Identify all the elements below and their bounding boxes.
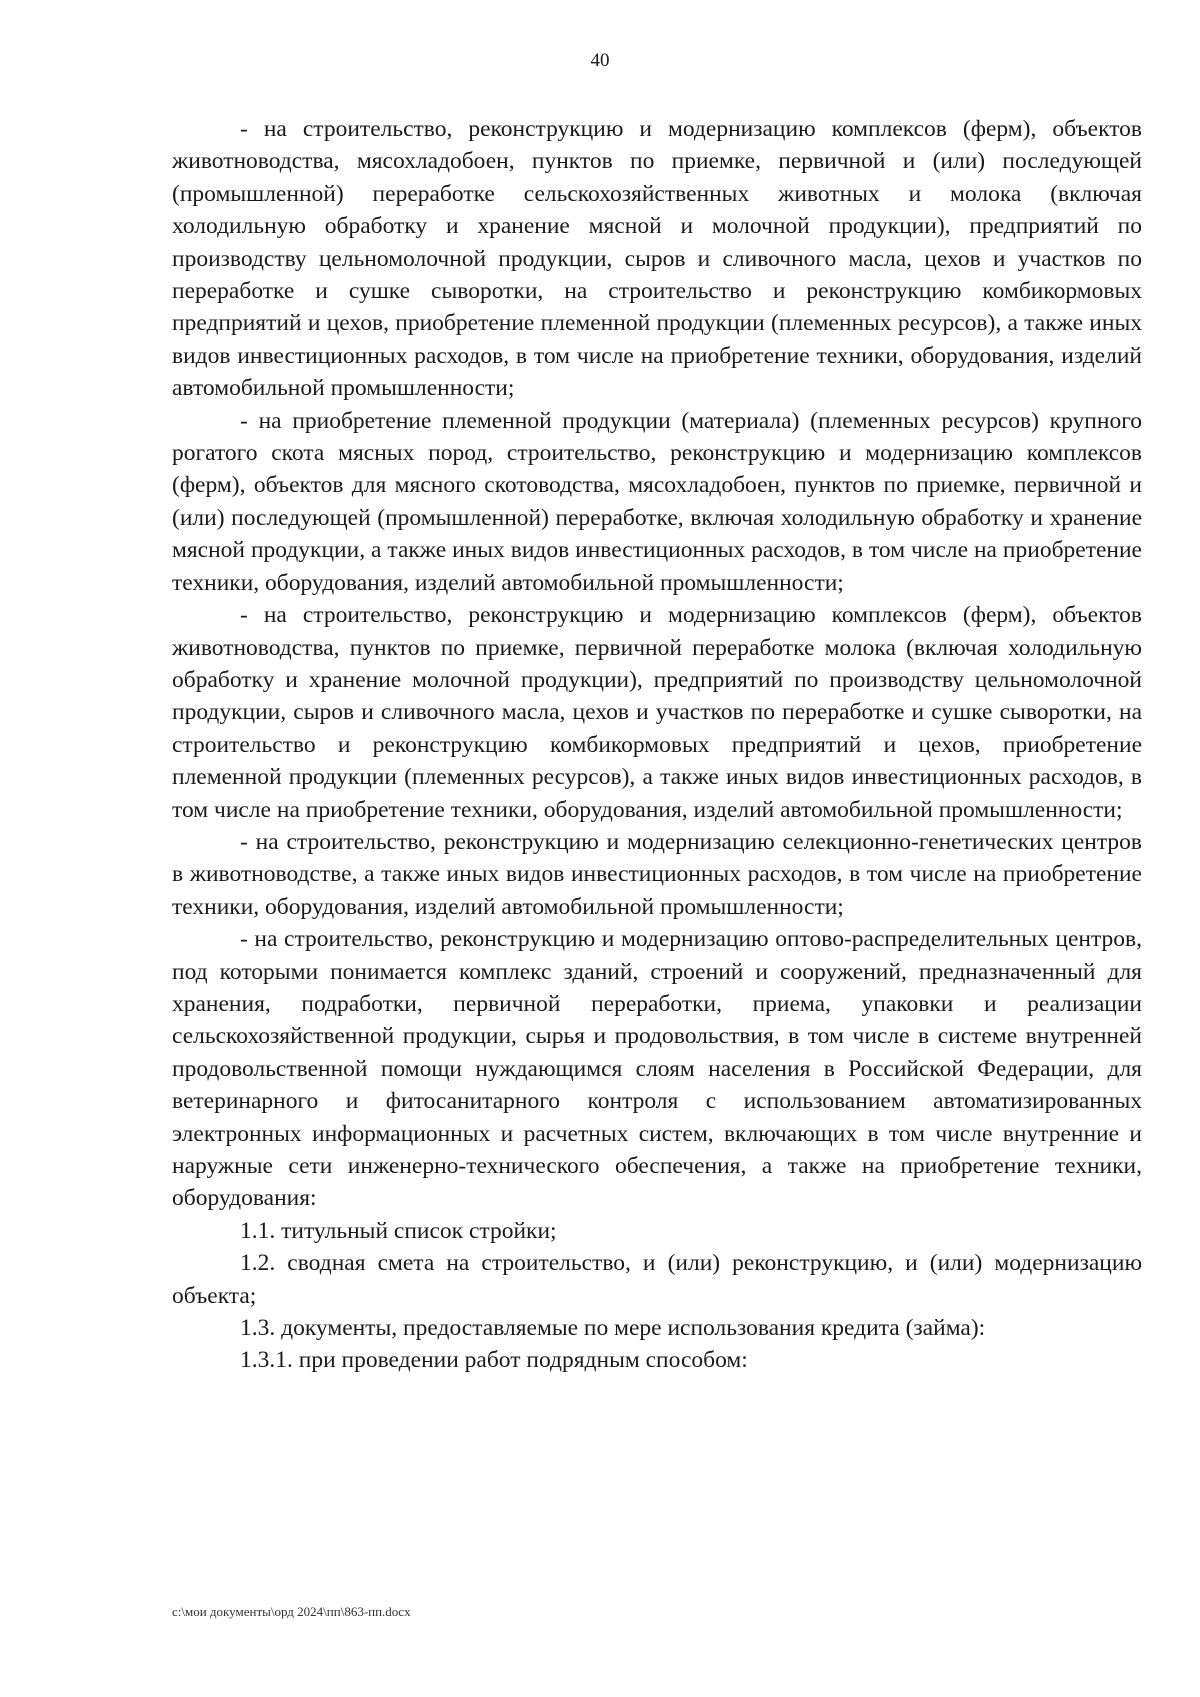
paragraph-item-1-3-1: 1.3.1. при проведении работ подрядным способом: <box>240 1347 748 1374</box>
paragraph-3: - на строительство, реконструкцию и модернизацию комплексов (ферм), объектов животноводства, пунктов по приемке, первичной переработке молока (включая холодильную обработку и хранение молочной продукции), предприятий по производству цельномолочной продукции, сыров и сливочного масла, цехов и участков по переработке и сушке сыворотки, на строительство и реконструкцию комбикормовых предприятий и цехов, приобретение племенной продукции (племенных ресурсов), а также иных видов инвестиционных расходов, в том числе на приобретение техники, оборудования, изделий автомобильной промышленности; <box>172 602 1142 823</box>
paragraph-1: - на строительство, реконструкцию и модернизацию комплексов (ферм), объектов животноводства, мясохладобоен, пунктов по приемке, первичной и (или) последующей (промышленной) переработке сельскохозяйственных животных и молока (включая холодильную обработку и хранение мясной и молочной продукции), предприятий по производству цельномолочной продукции, сыров и сливочного масла, цехов и участков по переработке и сушке сыворотки, на строительство и реконструкцию комбикормовых предприятий и цехов, приобретение племенной продукции (племенных ресурсов), а также иных видов инвестиционных расходов, в том числе на приобретение техники, оборудования, изделий автомобильной промышленности; <box>172 116 1142 402</box>
paragraph-item-1-3: 1.3. документы, предоставляемые по мере использования кредита (займа): <box>240 1315 986 1342</box>
paragraph-item-1-2: 1.2. сводная смета на строительство, и (или) реконструкцию, и (или) модернизацию объекта; <box>172 1250 1142 1309</box>
file-path-footer: c:\мои документы\орд 2024\пп\863-пп.docx <box>172 1604 411 1619</box>
page-number: 40 <box>590 50 610 71</box>
paragraph-item-1-1: 1.1. титульный список стройки; <box>240 1217 557 1244</box>
paragraph-2: - на приобретение племенной продукции (материала) (племенных ресурсов) крупного рогатого скота мясных пород, строительство, реконструкцию и модернизацию комплексов (ферм), объектов для мясного скотоводства, мясохладобоен, пунктов по приемке, первичной и (или) последующей (промышленной) переработке, включая холодильную обработку и хранение мясной продукции, а также иных видов инвестиционных расходов, в том числе на приобретение техники, оборудования, изделий автомобильной промышленности; <box>172 407 1142 596</box>
paragraph-4: - на строительство, реконструкцию и модернизацию селекционно-генетических центров в животноводстве, а также иных видов инвестиционных расходов, в том числе на приобретение техники, оборудования, изделий автомобильной промышленности; <box>172 828 1142 920</box>
document-body <box>172 113 1142 1377</box>
paragraph-5: - на строительство, реконструкцию и модернизацию оптово-распределительных центров, под которыми понимается комплекс зданий, строений и сооружений, предназначенный для хранения, подработки, первичной переработки, приема, упаковки и реализации сельскохозяйственной продукции, сырья и продовольствия, в том числе в системе внутренней продовольственной помощи нуждающимся слоям населения в Российской Федерации, для ветеринарного и фитосанитарного контроля с использованием автоматизированных электронных информационных и расчетных систем, включающих в том числе внутренние и наружные сети инженерно-технического обеспечения, а также на приобретение техники, оборудования: <box>172 926 1142 1212</box>
